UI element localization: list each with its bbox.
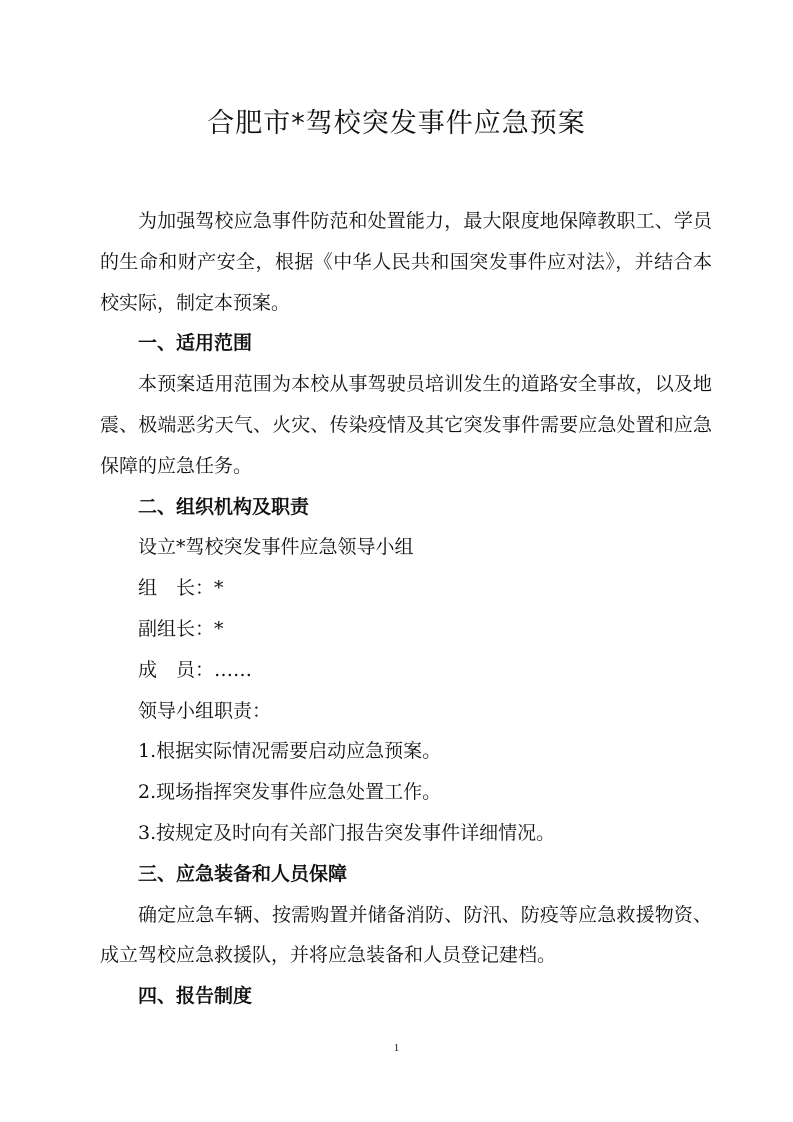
scope-paragraph: 本预案适用范围为本校从事驾驶员培训发生的道路安全事故，以及地震、极端恶劣天气、火灾、传染疫情及其它突发事件需要应急处置和应急保障的应急任务。 bbox=[100, 373, 712, 477]
duty-item-2: 2.现场指挥突发事件应急处置工作。 bbox=[138, 781, 442, 804]
intro-paragraph: 为加强驾校应急事件防范和处置能力，最大限度地保障教职工、学员的生命和财产安全，根据《中华人民共和国突发事件应对法》，并结合本校实际，制定本预案。 bbox=[100, 210, 712, 314]
members-line: 成 员：…… bbox=[138, 658, 253, 681]
leadership-group-line: 设立*驾校突发事件应急领导小组 bbox=[138, 536, 414, 559]
duty-item-3: 3.按规定及时向有关部门报告突发事件详细情况。 bbox=[138, 821, 556, 844]
group-leader-line: 组 长：* bbox=[138, 577, 224, 600]
document-title: 合肥市*驾校突发事件应急预案 bbox=[207, 108, 586, 139]
duty-item-1: 1.根据实际情况需要启动应急预案。 bbox=[138, 740, 442, 763]
page-number: 1 bbox=[393, 1042, 400, 1054]
document-body bbox=[100, 201, 712, 1017]
section-heading-scope: 一、适用范围 bbox=[138, 332, 253, 355]
section-heading-organization: 二、组织机构及职责 bbox=[138, 495, 310, 518]
section-heading-equipment: 三、应急装备和人员保障 bbox=[138, 862, 348, 885]
duties-title: 领导小组职责： bbox=[138, 699, 272, 722]
section-heading-reporting: 四、报告制度 bbox=[138, 985, 253, 1008]
equipment-paragraph: 确定应急车辆、按需购置并储备消防、防汛、防疫等应急救援物资、成立驾校应急救援队，并将应急装备和人员登记建档。 bbox=[100, 903, 712, 967]
deputy-leader-line: 副组长：* bbox=[138, 617, 224, 640]
